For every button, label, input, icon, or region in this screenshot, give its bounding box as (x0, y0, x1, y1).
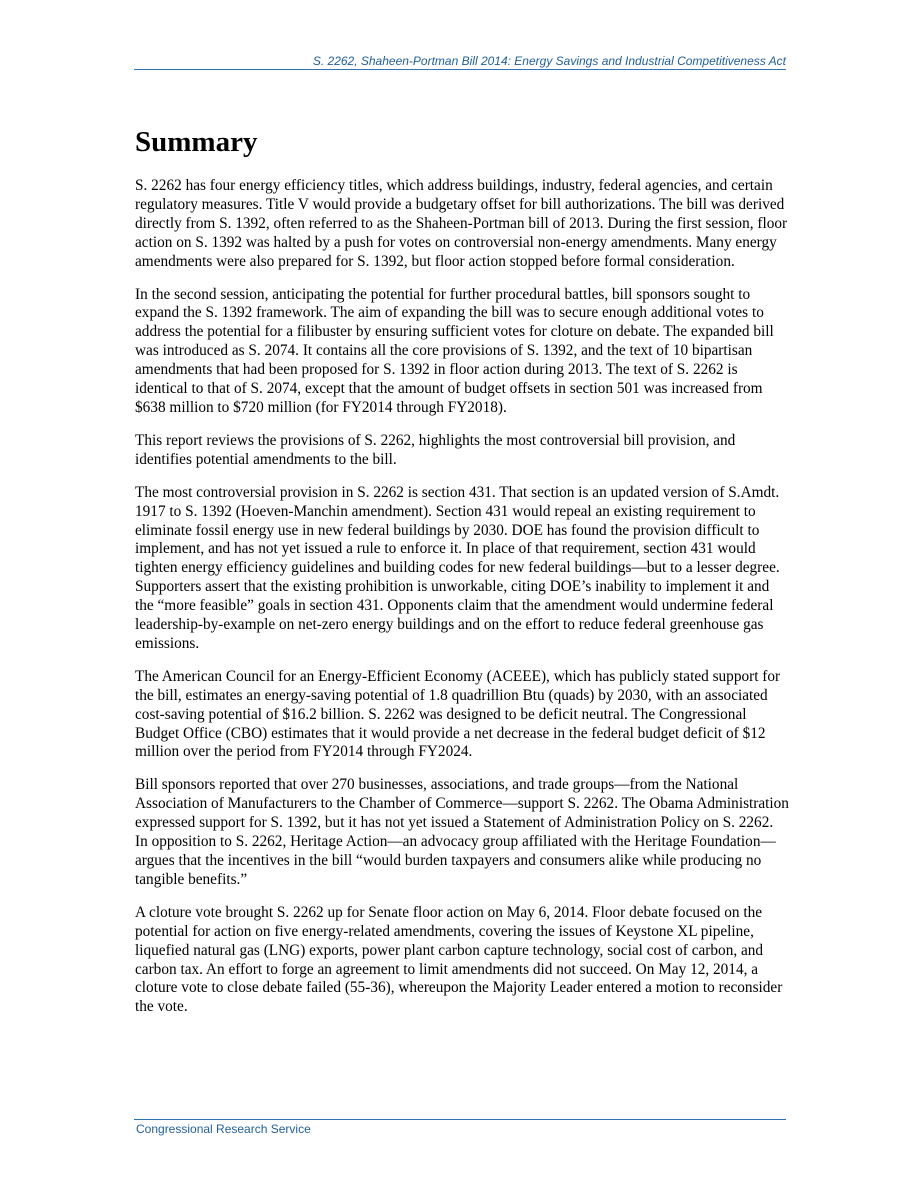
paragraph-section-431: The most controversial provision in S. 2262 is section 431. That section is an updated version of S.Amdt. 1917 to S. 1392 (Hoeven-Manchin amendment). Section 431 would repeal an existing requirement to eliminate fossil energy use in new federal buildings by 2030. DOE has found the provision difficult to implement, and has not yet issued a rule to enforce it. In place of that requirement, section 431 would tighten energy efficiency guidelines and building codes for new federal buildings—but to a lesser degree. Supporters assert that the existing prohibition is unworkable, citing DOE’s inability to implement it and the “more feasible” goals in section 431. Opponents claim that the amendment would undermine federal leadership-by-example on net-zero energy buildings and on the effort to reduce federal greenhouse gas emissions. (135, 483, 780, 652)
running-footer: Congressional Research Service (136, 1122, 311, 1136)
paragraph-report-scope: This report reviews the provisions of S. 2262, highlights the most controversial bill provision, and identifies potential amendments to the bill. (135, 431, 736, 468)
header-divider (134, 69, 786, 70)
paragraph-support-opposition: Bill sponsors reported that over 270 businesses, associations, and trade groups—from the National Association of Manufacturers to the Chamber of Commerce—support S. 2262. The Obama Administration expressed support for S. 1392, but it has not yet issued a Statement of Administration Policy on S. 2262. In opposition to S. 2262, Heritage Action—an advocacy group affiliated with the Heritage Foundation—argues that the incentives in the bill “would burden taxpayers and consumers alike while producing no tangible benefits.” (135, 776, 789, 888)
running-header: S. 2262, Shaheen-Portman Bill 2014: Energy Savings and Industrial Competitiveness Act (312, 54, 786, 68)
page-title: Summary (135, 126, 258, 158)
summary-body (135, 177, 789, 1031)
paragraph-floor-action: A cloture vote brought S. 2262 up for Senate floor action on May 6, 2014. Floor debate focused on the potential for action on five energy-related amendments, covering the issues of Keystone XL pipeline, liquefied natural gas (LNG) exports, power plant carbon capture technology, social cost of carbon, and carbon tax. An effort to forge an agreement to limit amendments did not succeed. On May 12, 2014, a cloture vote to close debate failed (55-36), whereupon the Majority Leader entered a motion to reconsider the vote. (135, 903, 783, 1016)
footer-divider (134, 1119, 786, 1120)
paragraph-second-session: In the second session, anticipating the potential for further procedural battles, bill sponsors sought to expand the S. 1392 framework. The aim of expanding the bill was to secure enough additional votes to address the potential for a filibuster by ensuring sufficient votes for cloture on debate. The expanded bill was introduced as S. 2074. It contains all the core provisions of S. 1392, and the text of 10 bipartisan amendments that had been proposed for S. 1392 in floor action during 2013. The text of S. 2262 is identical to that of S. 2074, except that the amount of budget offsets in section 501 was increased from $638 million to $720 million (for FY2014 through FY2018). (135, 285, 774, 416)
paragraph-aceee-estimates: The American Council for an Energy-Efficient Economy (ACEEE), which has publicly stated support for the bill, estimates an energy-saving potential of 1.8 quadrillion Btu (quads) by 2030, with an associated cost-saving potential of $16.2 billion. S. 2262 was designed to be deficit neutral. The Congressional Budget Office (CBO) estimates that it would provide a net decrease in the federal budget deficit of $12 million over the period from FY2014 through FY2024. (135, 667, 781, 761)
paragraph-overview: S. 2262 has four energy efficiency titles, which address buildings, industry, federal agencies, and certain regulatory measures. Title V would provide a budgetary offset for bill authorizations. The bill was derived directly from S. 1392, often referred to as the Shaheen-Portman bill of 2013. During the first session, floor action on S. 1392 was halted by a push for votes on controversial non-energy amendments. Many energy amendments were also prepared for S. 1392, but floor action stopped before formal consideration. (135, 177, 788, 270)
